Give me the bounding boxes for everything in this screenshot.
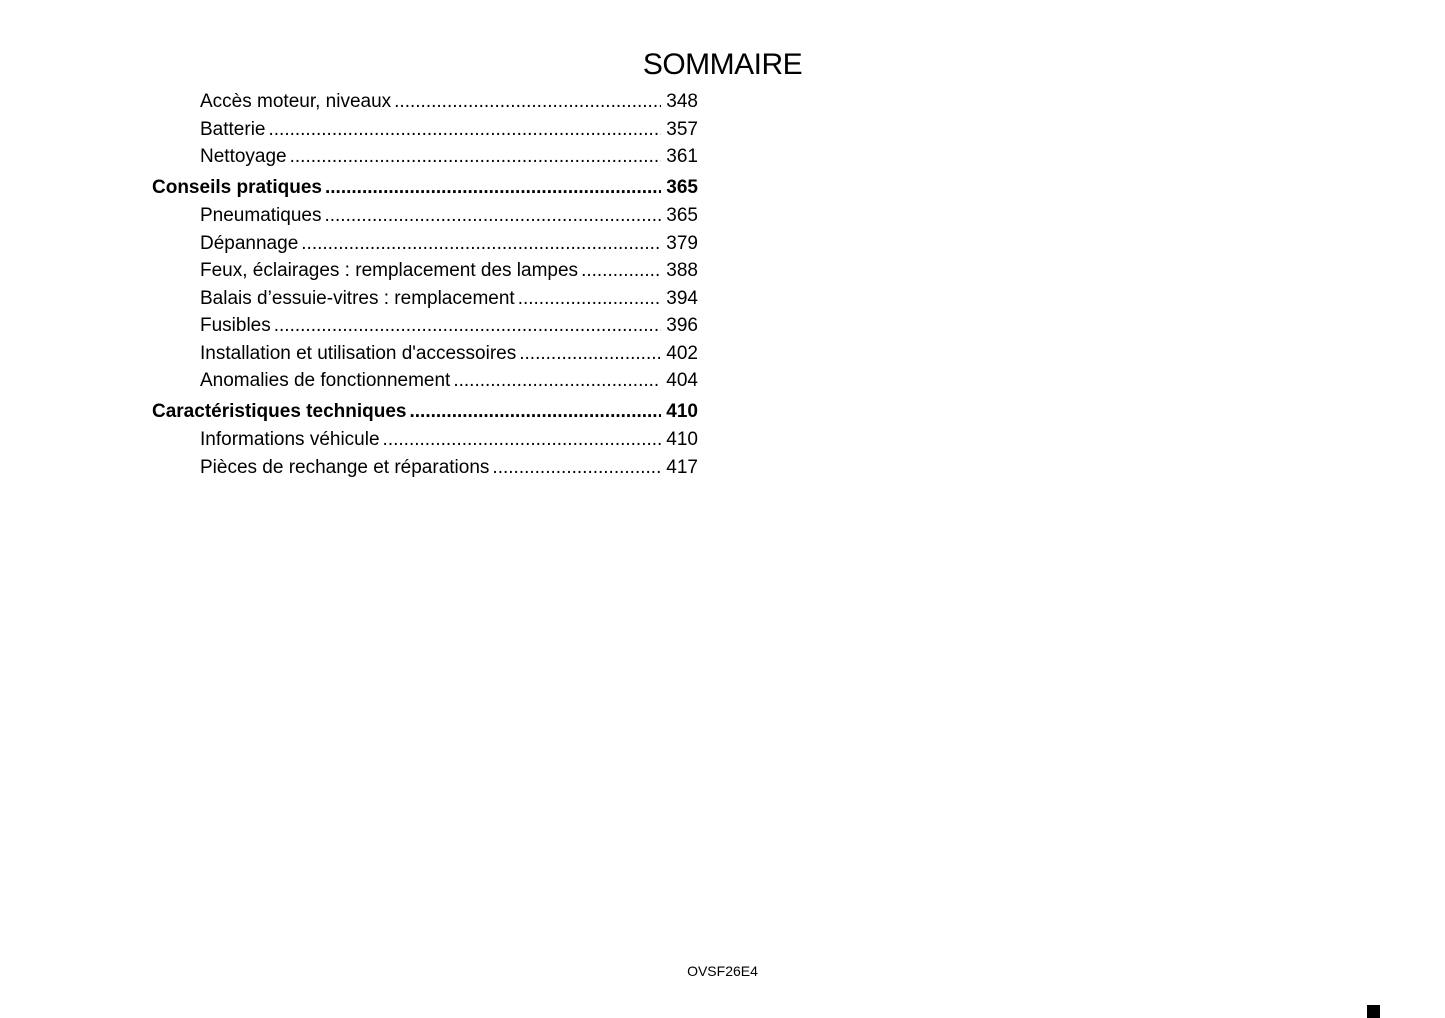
dot-leader	[383, 426, 662, 454]
dot-leader	[274, 312, 662, 340]
toc-section-conseils-pratiques[interactable]	[152, 174, 698, 202]
dot-leader	[581, 257, 661, 285]
dot-leader	[492, 454, 661, 482]
page-edge-marker	[1367, 1005, 1380, 1018]
dot-leader	[290, 143, 662, 171]
toc-entry-label: Pneumatiques	[200, 205, 322, 226]
toc-section-caracteristiques-techniques[interactable]	[152, 398, 698, 426]
toc-entry-label: Balais d’essuie-vitres : remplacement	[200, 287, 515, 309]
toc-entry-page: 394	[666, 287, 698, 309]
toc-entry-page: 365	[666, 205, 698, 226]
toc-entry-label: Accès moteur, niveaux	[200, 91, 392, 112]
toc-entry-label: Batterie	[200, 118, 266, 140]
page-title: SOMMAIRE	[642, 48, 803, 82]
toc-section-page: 365	[666, 177, 698, 198]
dot-leader	[453, 367, 661, 395]
toc-entry-page: 396	[666, 315, 698, 336]
toc-entry-label: Dépannage	[200, 232, 299, 254]
toc-section-label: Caractéristiques techniques	[152, 401, 407, 422]
toc-entry-label: Installation et utilisation d'accessoires	[200, 342, 517, 364]
toc-section-label: Conseils pratiques	[152, 177, 322, 198]
dot-leader	[324, 202, 661, 230]
toc-entry-label: Pièces de rechange et réparations	[200, 456, 490, 478]
toc-entry-balais-essuie-vitres[interactable]	[152, 285, 698, 313]
toc-entry-page: 361	[666, 146, 698, 167]
toc-entry-label: Feux, éclairages : remplacement des lampes	[200, 260, 579, 281]
toc-entry-feux-eclairages[interactable]	[152, 257, 698, 285]
toc-entry-fusibles[interactable]	[152, 312, 698, 340]
dot-leader	[518, 285, 662, 313]
dot-leader	[268, 116, 661, 144]
dot-leader	[519, 340, 661, 368]
toc-entry-page: 348	[666, 91, 698, 112]
toc-entry-accessoires[interactable]	[152, 340, 698, 368]
toc-entry-label: Fusibles	[200, 315, 271, 336]
toc-entry-label: Nettoyage	[200, 146, 287, 167]
toc-entry-page: 404	[666, 370, 698, 391]
table-of-contents	[152, 88, 698, 481]
toc-entry-acces-moteur[interactable]	[152, 88, 698, 116]
toc-entry-pneumatiques[interactable]	[152, 202, 698, 230]
toc-entry-informations-vehicule[interactable]	[152, 426, 698, 454]
toc-entry-page: 402	[666, 342, 698, 364]
toc-entry-depannage[interactable]	[152, 230, 698, 258]
toc-entry-page: 388	[666, 260, 698, 281]
dot-leader	[409, 398, 661, 426]
toc-entry-batterie[interactable]	[152, 116, 698, 144]
toc-entry-label: Anomalies de fonctionnement	[200, 370, 451, 391]
dot-leader	[394, 88, 661, 116]
document-code: OVSF26E4	[687, 963, 758, 979]
toc-entry-page: 417	[666, 456, 698, 478]
dot-leader	[325, 174, 661, 202]
toc-entry-label: Informations véhicule	[200, 429, 380, 450]
toc-entry-page: 379	[666, 232, 698, 254]
toc-entry-nettoyage[interactable]	[152, 143, 698, 171]
toc-section-page: 410	[666, 401, 698, 422]
toc-entry-page: 410	[666, 429, 698, 450]
toc-entry-anomalies[interactable]	[152, 367, 698, 395]
dot-leader	[301, 230, 661, 258]
toc-entry-page: 357	[666, 118, 698, 140]
toc-entry-pieces-rechange[interactable]	[152, 454, 698, 482]
